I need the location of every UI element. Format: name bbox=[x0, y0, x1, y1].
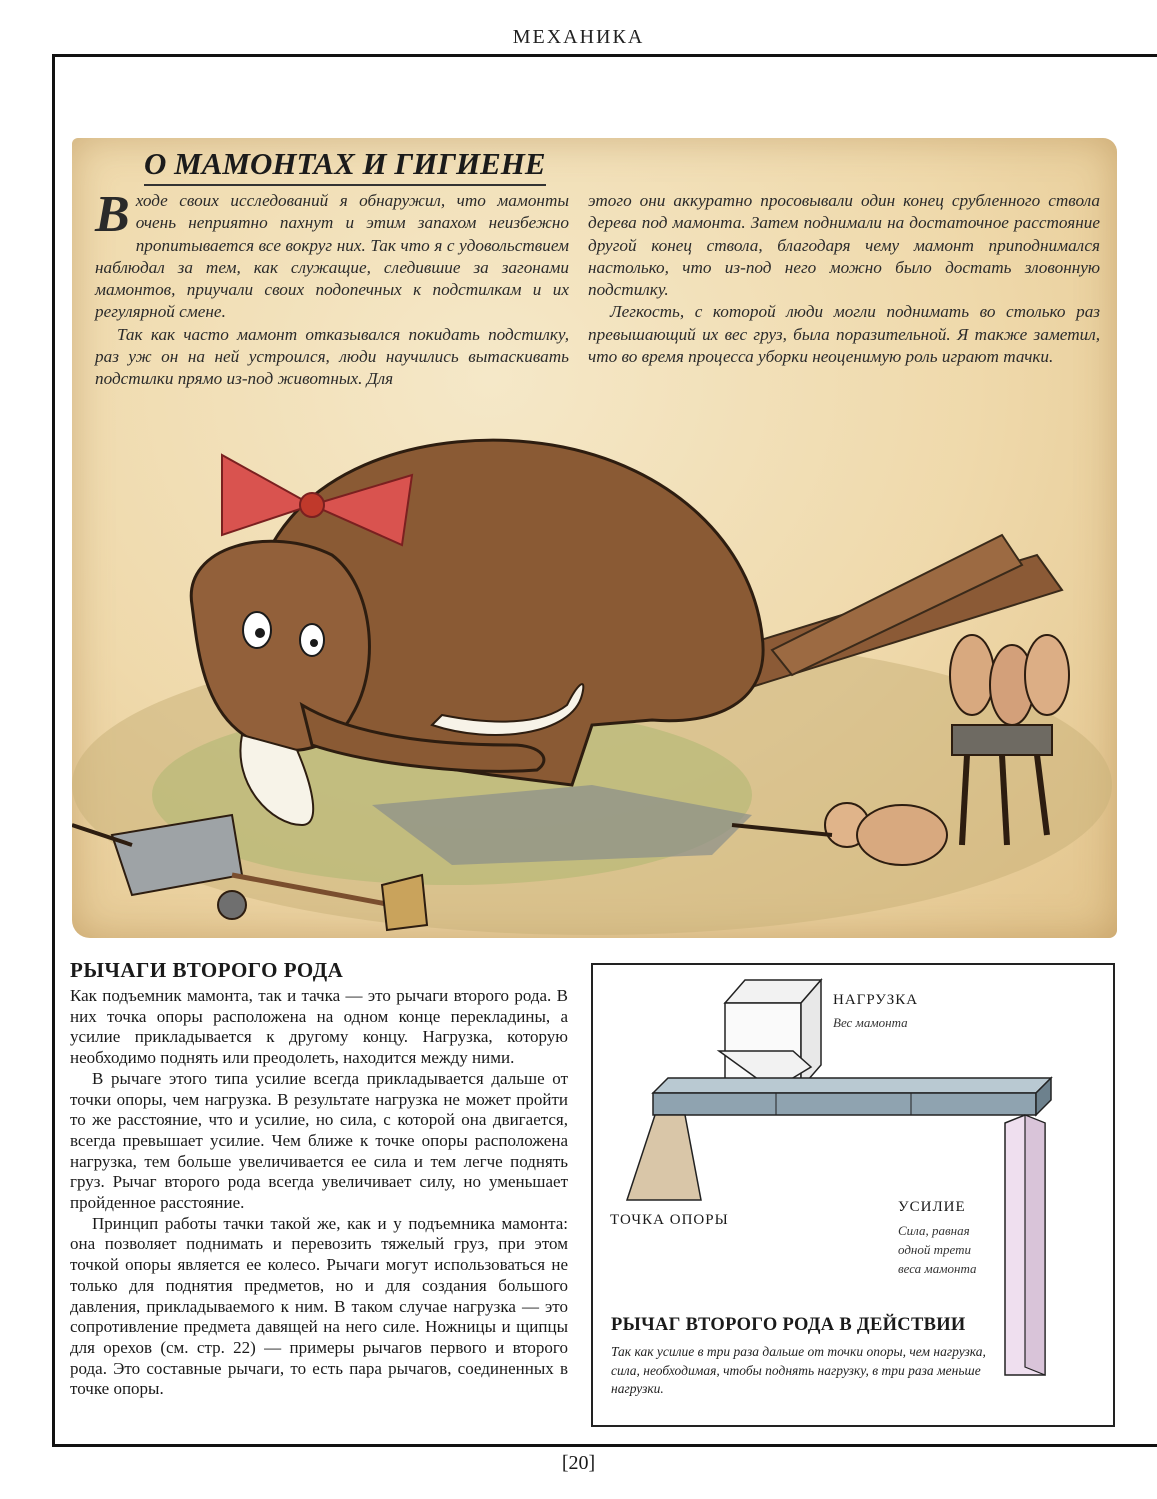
page-number: [20] bbox=[561, 1452, 596, 1474]
sidebar-paragraph bbox=[95, 186, 569, 324]
sidebar-right-column bbox=[588, 190, 1100, 368]
page-frame-bottom bbox=[52, 1444, 1157, 1447]
sidebar-paragraph: Так как часто мамонт отказывался покидать подстилку, раз уж он на ней устроился, люди научились вытаскивать подстилки прямо из-под животных. Для bbox=[95, 324, 569, 389]
effort-sublabel-2: одной трети bbox=[898, 1242, 971, 1257]
caption-title: РЫЧАГ ВТОРОГО РОДА В ДЕЙСТВИИ bbox=[611, 1315, 966, 1335]
lever-diagram bbox=[591, 963, 1115, 1427]
fulcrum-wedge bbox=[627, 1115, 701, 1200]
effort-sublabel-3: веса мамонта bbox=[898, 1261, 977, 1276]
sidebar-paragraph: этого они аккуратно просовывали один конец срубленного ствола дерева под мамонта. Затем поднимали на достаточное расстояние другой конец ствола, благодаря чему мамонт приподнимался настолько, что из-под него можно было достать зловонную подстилку. bbox=[588, 191, 1100, 300]
sidebar-paragraph: Легкость, с которой люди могли поднимать во столько раз превышающий их вес груз, была поразительной. Я также заметил, что во время процесса уборки неоценимую роль играют тачки. bbox=[588, 302, 1100, 367]
caption-text: Так как усилие в три раза дальше от точки опоры, чем нагрузка, сила, необходимая, чтобы поднять нагрузку, в три раза меньше нагрузки. bbox=[611, 1344, 986, 1396]
lever-beam bbox=[653, 1078, 1051, 1115]
page-frame-left bbox=[52, 54, 55, 1446]
fulcrum-label: ТОЧКА ОПОРЫ bbox=[610, 1212, 729, 1228]
dropcap: В bbox=[95, 186, 130, 243]
load-sublabel: Вес мамонта bbox=[833, 1015, 908, 1030]
section-title: РЫЧАГИ ВТОРОГО РОДА bbox=[70, 958, 344, 982]
load-label: НАГРУЗКА bbox=[833, 992, 919, 1008]
sidebar-left-column bbox=[95, 186, 569, 391]
body-paragraph: В рычаге этого типа усилие всегда прикладывается дальше от точки опоры, чем нагрузка. В результате нагрузка не может пройти то же расстояние, что и усилие, но сила, с которой она двигается, всегда превышает усилие. Чем ближе к точке опоры расположена нагрузка, тем больше увеличивается ее сила и тем легче поднять груз. Рычаг второго рода всегда увеличивает силу, но уменьшает пройденное расстояние. bbox=[70, 1068, 568, 1213]
body-paragraph: Как подъемник мамонта, так и тачка — это рычаги второго рода. В них точка опоры расположена на одном конце перекладины, а усилие прикладывается к другому концу. Нагрузка, которую необходимо поднять или преодолеть, находится между ними. bbox=[70, 986, 568, 1068]
effort-arrow bbox=[1005, 1115, 1045, 1375]
effort-label: УСИЛИЕ bbox=[898, 1199, 966, 1215]
mammoth-illustration bbox=[72, 405, 1117, 945]
effort-sublabel-1: Сила, равная bbox=[898, 1223, 970, 1238]
running-head: МЕХАНИКА bbox=[512, 26, 645, 48]
body-paragraph: Принцип работы тачки такой же, как и у подъемника мамонта: она позволяет поднимать и перевозить тяжелый груз, при этом точкой опоры является ее колесо. Рычаги могут использоваться не только для поднятия предметов, но и для создания большого давления, прикладываемого к ним. В таком случае нагрузка — это сопротивление предмета давящей на него силе. Ножницы и щипцы для орехов (см. стр. 22) — примеры рычагов первого и второго рода. Это составные рычаги, то есть пара рычагов, соединенных в точке опоры. bbox=[70, 1213, 568, 1399]
load-block bbox=[719, 980, 821, 1090]
page-frame-top bbox=[52, 54, 1157, 57]
sidebar-title: О МАМОНТАХ И ГИГИЕНЕ bbox=[144, 146, 546, 186]
section-body bbox=[70, 986, 568, 1400]
sidebar-text: ходе своих исследований я обнаружил, что мамонты очень неприятно пахнут и этим запахом неизбежно пропитывается все вокруг них. Так что я с удовольствием наблюдал за тем, как служащие, следившие за загонами мамонтов, приучали своих подопечных к подстилкам и их регулярной смене. bbox=[95, 191, 569, 322]
